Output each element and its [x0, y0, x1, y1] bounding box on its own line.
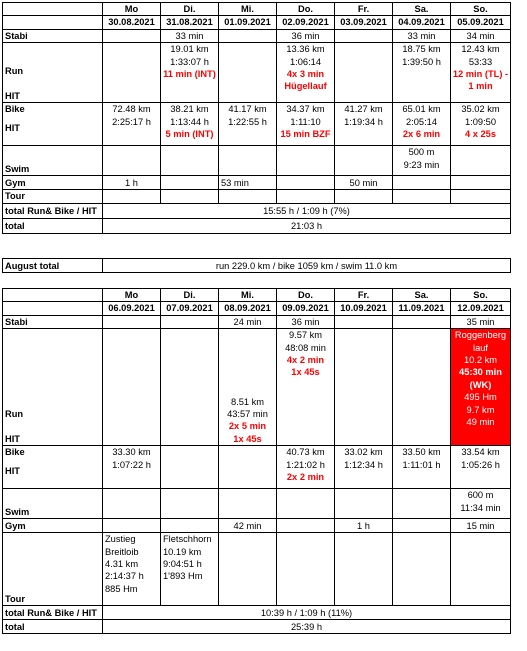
week1-day-row — [3, 3, 511, 16]
row-label-run: Run — [5, 66, 24, 77]
swim-cell — [451, 146, 511, 176]
row-label-total: total — [3, 218, 103, 233]
row-label-bike-hit — [3, 446, 103, 489]
row-label-gym: Gym — [3, 519, 103, 533]
day-header: Mi. — [219, 3, 277, 16]
total-run-bike-hit-value: 10:39 h / 1:09 h (11%) — [103, 606, 511, 620]
week2-bike-row — [3, 446, 511, 489]
row-label-total: total — [3, 620, 103, 634]
cell-line: 33.50 km — [402, 447, 441, 458]
stabi-cell — [103, 29, 161, 42]
gym-cell — [277, 176, 335, 190]
tour-cell — [451, 190, 511, 203]
bike-cell — [219, 103, 277, 146]
gym-cell: 1 h — [103, 176, 161, 190]
date-header: 12.09.2021 — [451, 302, 511, 315]
row-label-bike: Bike — [5, 447, 25, 458]
run-cell — [335, 43, 393, 103]
swim-cell — [335, 146, 393, 176]
cell-line: 2:14:37 h — [105, 571, 144, 582]
swim-cell — [451, 489, 511, 519]
swim-cell — [219, 146, 277, 176]
day-header: Fr. — [335, 3, 393, 16]
date-header: 03.09.2021 — [335, 16, 393, 29]
gym-cell: 1 h — [335, 519, 393, 533]
row-label-tour: Tour — [3, 533, 103, 606]
cell-line: 34.37 km — [286, 104, 325, 115]
bike-cell — [393, 446, 451, 489]
cell-line: 1x 45s — [291, 367, 320, 378]
cell-line: 1:07:22 h — [112, 459, 151, 470]
cell-line: 885 Hm — [105, 583, 138, 594]
cell-line: 33.02 km — [344, 447, 383, 458]
swim-cell — [161, 489, 219, 519]
tour-cell — [103, 190, 161, 203]
cell-line: 38.21 km — [170, 104, 209, 115]
cell-line: 1:13:44 h — [170, 116, 209, 127]
august-total-row — [3, 259, 511, 273]
week2-gym-row — [3, 519, 511, 533]
day-header: Mo — [103, 3, 161, 16]
week1-swim-row — [3, 146, 511, 176]
cell-line: 495 Hm — [464, 392, 497, 403]
august-total-value: run 229.0 km / bike 1059 km / swim 11.0 km — [103, 259, 511, 273]
date-header: 31.08.2021 — [161, 16, 219, 29]
cell-line: 49 min — [466, 417, 495, 428]
day-header: Mi. — [219, 289, 277, 302]
cell-line: 18.75 km — [402, 44, 441, 55]
tour-cell — [393, 533, 451, 606]
gym-cell: 50 min — [335, 176, 393, 190]
week1-tour-row — [3, 190, 511, 203]
gym-cell: 15 min — [451, 519, 511, 533]
cell-line: 11 min (INT) — [163, 69, 216, 80]
date-header: 01.09.2021 — [219, 16, 277, 29]
bike-cell — [451, 446, 511, 489]
stabi-cell — [393, 315, 451, 328]
gym-cell: 53 min — [219, 176, 277, 190]
tour-cell — [393, 190, 451, 203]
cell-line: 65.01 km — [402, 104, 441, 115]
cell-line: 11:34 min — [460, 502, 501, 513]
date-header: 04.09.2021 — [393, 16, 451, 29]
tour-cell — [335, 533, 393, 606]
cell-line: 1:11:10 — [290, 116, 321, 127]
cell-line: 13.36 km — [286, 44, 325, 55]
date-header: 09.09.2021 — [277, 302, 335, 315]
cell-line: 12.43 km — [461, 44, 500, 55]
cell-line: 4x 3 min — [286, 69, 325, 80]
header-corner — [3, 289, 103, 302]
row-label-tour: Tour — [3, 190, 103, 203]
bike-cell — [451, 103, 511, 146]
gym-cell: 42 min — [219, 519, 277, 533]
total-value: 25:39 h — [103, 620, 511, 634]
date-header: 11.09.2021 — [393, 302, 451, 315]
header-corner — [3, 302, 103, 315]
week1-total-rb-row — [3, 203, 511, 218]
week1-total-row — [3, 218, 511, 233]
stabi-cell: 36 min — [277, 315, 335, 328]
august-total-label: August total — [3, 259, 103, 273]
gym-cell — [393, 519, 451, 533]
day-header: Fr. — [335, 289, 393, 302]
run-cell — [161, 329, 219, 446]
cell-line: 10.2 km — [463, 355, 498, 366]
cell-line: 53:33 — [468, 56, 493, 67]
run-cell — [393, 329, 451, 446]
week1-date-row — [3, 16, 511, 29]
date-header: 10.09.2021 — [335, 302, 393, 315]
row-label-total-run-bike-hit: total Run& Bike / HIT — [3, 606, 103, 620]
week2-table — [2, 288, 511, 634]
cell-line: Breitloib — [105, 546, 139, 557]
cell-line: Roggenberg — [454, 330, 507, 341]
swim-cell — [161, 146, 219, 176]
date-header: 30.08.2021 — [103, 16, 161, 29]
cell-line: lauf — [473, 342, 488, 353]
week1-gym-row — [3, 176, 511, 190]
day-header: Do. — [277, 3, 335, 16]
row-label-bike: Bike — [5, 104, 25, 115]
swim-cell — [277, 146, 335, 176]
swim-cell — [277, 489, 335, 519]
week1-table — [2, 2, 511, 234]
stabi-cell — [335, 315, 393, 328]
cell-line: 35.02 km — [461, 104, 500, 115]
bike-cell — [103, 446, 161, 489]
cell-line: 2:25:17 h — [112, 116, 151, 127]
bike-cell — [335, 446, 393, 489]
stabi-cell: 36 min — [277, 29, 335, 42]
bike-cell — [277, 446, 335, 489]
tour-cell — [161, 190, 219, 203]
cell-line: 1 min — [468, 81, 493, 92]
week1-stabi-row — [3, 29, 511, 42]
cell-line: 1'893 Hm — [163, 571, 203, 582]
swim-cell — [103, 489, 161, 519]
cell-line: 600 m — [467, 490, 494, 501]
day-header: Sa. — [393, 289, 451, 302]
row-label-bike-hit-text: HIT — [5, 465, 20, 476]
tour-cell — [219, 190, 277, 203]
row-label-stabi: Stabi — [3, 29, 103, 42]
cell-line: 1:21:02 h — [286, 459, 325, 470]
day-header: So. — [451, 289, 511, 302]
cell-line: 2x 6 min — [402, 129, 441, 140]
gym-cell — [161, 519, 219, 533]
stabi-cell: 34 min — [451, 29, 511, 42]
cell-line: Hügellauf — [284, 81, 327, 92]
stabi-cell — [103, 315, 161, 328]
day-header: So. — [451, 3, 511, 16]
day-header: Di. — [161, 3, 219, 16]
cell-line: 33.30 km — [112, 447, 151, 458]
run-cell-highlighted — [451, 329, 511, 446]
cell-line: 1:19:34 h — [344, 116, 383, 127]
cell-line: 43:57 min — [227, 409, 268, 419]
run-cell — [451, 43, 511, 103]
run-cell — [219, 329, 277, 446]
week1-bike-row — [3, 103, 511, 146]
total-value: 21:03 h — [103, 218, 511, 233]
tour-cell — [451, 533, 511, 606]
run-cell — [161, 43, 219, 103]
row-label-stabi: Stabi — [3, 315, 103, 328]
stabi-cell: 33 min — [393, 29, 451, 42]
week2-run-row — [3, 329, 511, 446]
cell-line: 40.73 km — [286, 447, 325, 458]
tour-cell — [219, 533, 277, 606]
header-corner — [3, 16, 103, 29]
cell-line: 48:08 min — [285, 342, 326, 353]
bike-cell — [161, 446, 219, 489]
cell-line: 4.31 km — [105, 559, 139, 570]
date-header: 05.09.2021 — [451, 16, 511, 29]
cell-line: 19.01 km — [170, 44, 209, 55]
august-total-table — [2, 258, 511, 273]
week2-swim-row — [3, 489, 511, 519]
stabi-cell — [335, 29, 393, 42]
cell-line: 9.57 km — [288, 330, 323, 341]
cell-line: 1:11:01 h — [402, 459, 441, 470]
cell-line: 15 min BZF — [280, 129, 331, 140]
gym-cell — [277, 519, 335, 533]
run-cell — [277, 43, 335, 103]
cell-line: 2x 2 min — [286, 472, 325, 483]
cell-line: 500 m — [408, 147, 435, 158]
bike-cell — [161, 103, 219, 146]
gym-cell — [161, 176, 219, 190]
cell-line: 12 min (TL) - — [452, 69, 509, 80]
cell-line: 41.17 km — [228, 104, 267, 115]
row-label-bike-hit — [3, 103, 103, 146]
cell-line: Zustieg — [105, 534, 136, 545]
cell-line: (WK) — [469, 379, 492, 390]
date-header: 02.09.2021 — [277, 16, 335, 29]
cell-line: 9:04:51 h — [163, 559, 202, 570]
cell-line: 1:09:50 — [464, 116, 497, 127]
cell-line: 9:23 min — [403, 159, 440, 170]
day-header: Di. — [161, 289, 219, 302]
swim-cell — [393, 489, 451, 519]
bike-cell — [277, 103, 335, 146]
cell-line: Fletschhorn — [163, 534, 212, 545]
stabi-cell — [161, 315, 219, 328]
week2-total-row — [3, 620, 511, 634]
run-cell — [103, 43, 161, 103]
stabi-cell — [219, 29, 277, 42]
tour-cell — [277, 533, 335, 606]
run-cell — [219, 43, 277, 103]
run-cell — [393, 43, 451, 103]
cell-line: 1:22:55 h — [228, 116, 267, 127]
run-cell — [335, 329, 393, 446]
week2-total-rb-row — [3, 606, 511, 620]
gym-cell — [451, 176, 511, 190]
cell-line: 45:30 min — [459, 367, 502, 378]
date-header: 07.09.2021 — [161, 302, 219, 315]
cell-line: 4 x 25s — [464, 129, 497, 140]
total-run-bike-hit-value: 15:55 h / 1:09 h (7%) — [103, 203, 511, 218]
tour-cell — [335, 190, 393, 203]
swim-cell — [103, 146, 161, 176]
day-header: Do. — [277, 289, 335, 302]
cell-line: 1:05:26 h — [461, 459, 500, 470]
stabi-cell: 35 min — [451, 315, 511, 328]
week2-day-row — [3, 289, 511, 302]
cell-line: 1:39:50 h — [402, 56, 441, 67]
cell-line: 2:05:14 — [405, 116, 438, 127]
row-label-bike-hit-text: HIT — [5, 122, 20, 133]
row-label-run-hit — [3, 43, 103, 103]
cell-line: 5 min (INT) — [165, 129, 214, 140]
row-label-swim: Swim — [3, 489, 103, 519]
swim-cell — [393, 146, 451, 176]
bike-cell — [219, 446, 277, 489]
week2-stabi-row — [3, 315, 511, 328]
tour-cell — [277, 190, 335, 203]
week1-run-row — [3, 43, 511, 103]
gym-cell — [103, 519, 161, 533]
row-label-hit: HIT — [5, 433, 20, 444]
bike-cell — [335, 103, 393, 146]
cell-line: 72.48 km — [112, 104, 151, 115]
bike-cell — [393, 103, 451, 146]
run-cell — [277, 329, 335, 446]
week2-date-row — [3, 302, 511, 315]
stabi-cell: 33 min — [161, 29, 219, 42]
date-header: 06.09.2021 — [103, 302, 161, 315]
gym-cell — [393, 176, 451, 190]
cell-line: 10.19 km — [163, 546, 202, 557]
swim-cell — [335, 489, 393, 519]
cell-line: 4x 2 min — [286, 355, 325, 366]
row-label-gym: Gym — [3, 176, 103, 190]
bike-cell — [103, 103, 161, 146]
row-label-run: Run — [5, 409, 24, 420]
header-corner — [3, 3, 103, 16]
row-label-run-hit — [3, 329, 103, 446]
stabi-cell: 24 min — [219, 315, 277, 328]
cell-line: 41.27 km — [344, 104, 383, 115]
row-label-total-run-bike-hit: total Run& Bike / HIT — [3, 203, 103, 218]
day-header: Sa. — [393, 3, 451, 16]
date-header: 08.09.2021 — [219, 302, 277, 315]
cell-line: 1:06:14 — [289, 56, 322, 67]
week2-tour-row — [3, 533, 511, 606]
cell-line: 33.54 km — [461, 447, 500, 458]
cell-line: 1x 45s — [233, 433, 262, 444]
cell-line: 1:12:34 h — [344, 459, 383, 470]
day-header: Mo — [103, 289, 161, 302]
row-label-swim: Swim — [3, 146, 103, 176]
row-label-hit: HIT — [5, 90, 20, 101]
tour-cell — [103, 533, 161, 606]
cell-line: 9.7 km — [466, 404, 495, 415]
swim-cell — [219, 489, 277, 519]
cell-line: 2x 5 min — [228, 421, 267, 432]
cell-line: 8.51 km — [230, 396, 265, 407]
run-cell — [103, 329, 161, 446]
tour-cell — [161, 533, 219, 606]
cell-line: 1:33:07 h — [170, 56, 209, 67]
